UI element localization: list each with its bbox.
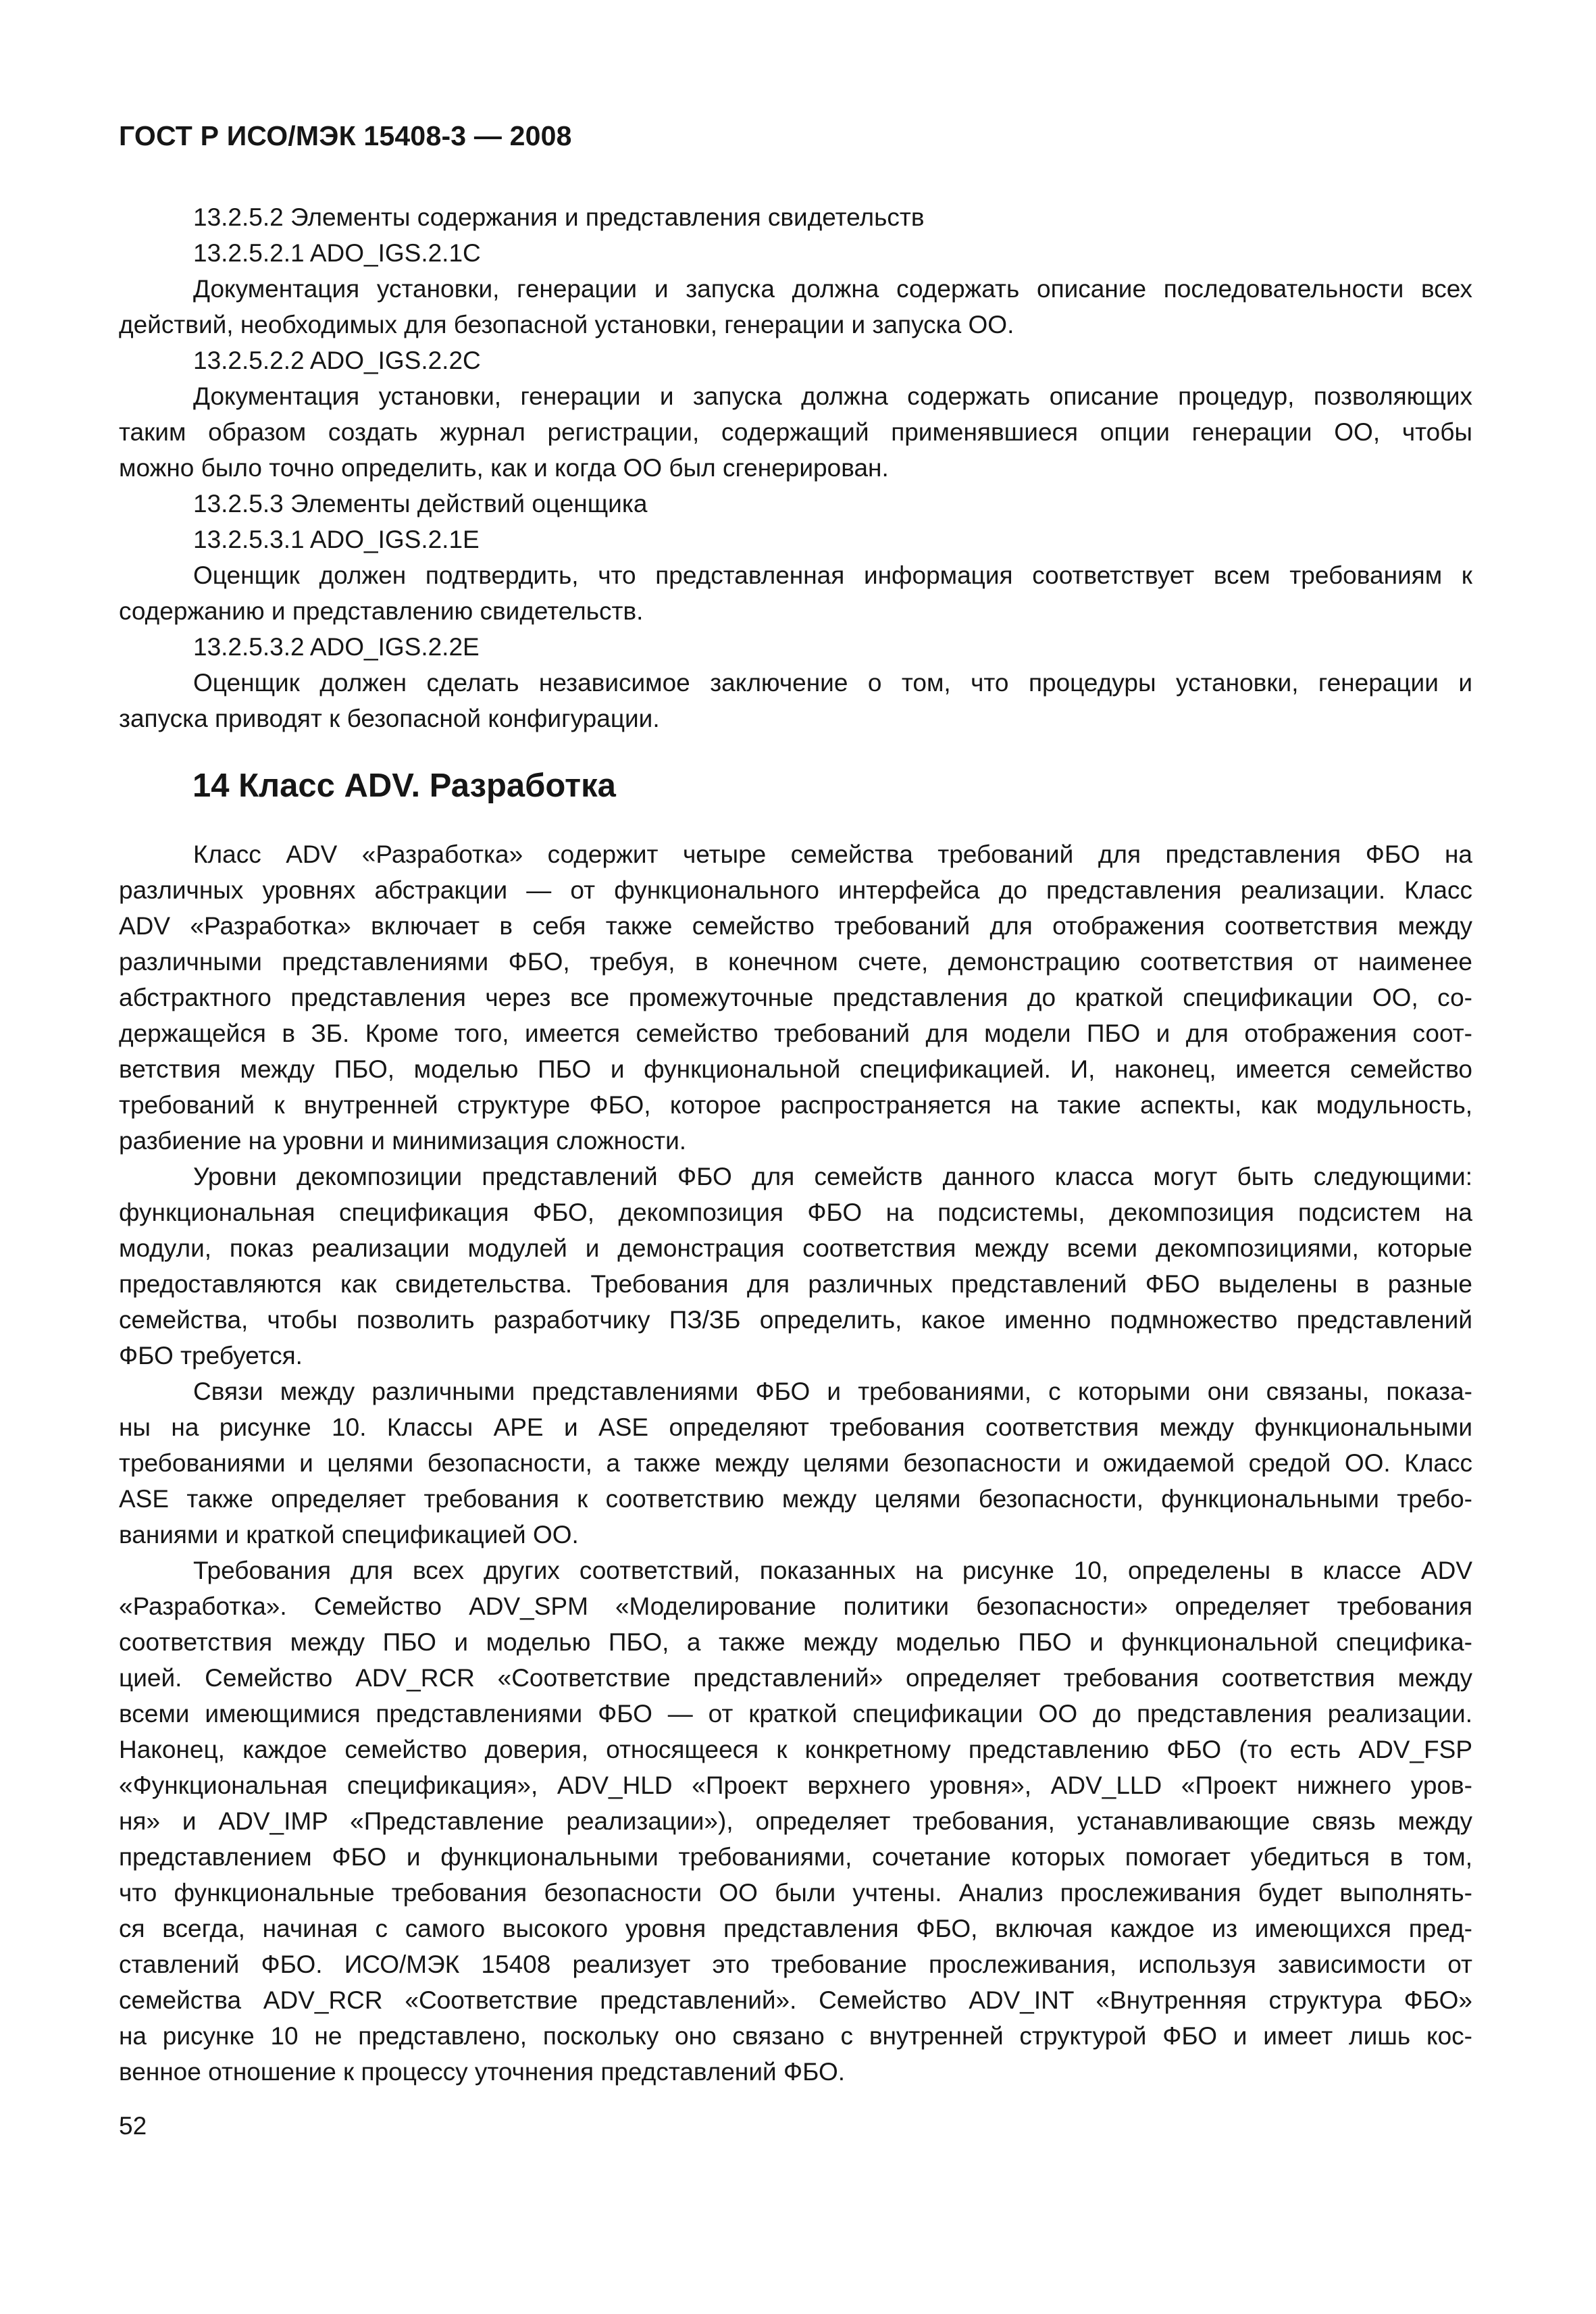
text-line: «Разработка». Семейство ADV_SPM «Моделирование политики безопасности» определяет требования: [119, 1592, 1472, 1620]
text-line: соответствия между ПБО и моделью ПБО, а также между моделью ПБО и функциональной специфика-: [119, 1628, 1472, 1656]
text-line: ветствия между ПБО, моделью ПБО и функциональной спецификацией. И, наконец, имеется семейство: [119, 1055, 1472, 1083]
text-line: ваниями и краткой спецификацией ОО.: [119, 1521, 579, 1549]
text-line: «Функциональная спецификация», ADV_HLD «Проект верхнего уровня», ADV_LLD «Проект нижнего уров-: [119, 1771, 1472, 1799]
text-line: требований к внутренней структуре ФБО, которое распространяется на такие аспекты, как модульность,: [119, 1091, 1472, 1119]
text-line: ФБО требуется.: [119, 1342, 303, 1369]
text-line: модули, показ реализации модулей и демонстрация соответствия между всеми декомпозициями, которые: [119, 1234, 1472, 1262]
text-line: 13.2.5.3.2 ADO_IGS.2.2E: [193, 633, 480, 661]
text-line: ставлений ФБО. ИСО/МЭК 15408 реализует это требование прослеживания, используя зависимости от: [119, 1951, 1472, 1978]
text-line: таким образом создать журнал регистрации, содержащий применявшиеся опции генерации ОО, чтобы: [119, 418, 1472, 446]
text-line: семейства ADV_RCR «Соответствие представлений». Семейство ADV_INT «Внутренняя структура ФБО»: [119, 1986, 1472, 2014]
text-line: абстрактного представления через все промежуточные представления до краткой спецификации ОО, со-: [119, 984, 1472, 1011]
text-line: различными представлениями ФБО, требуя, в конечном счете, демонстрацию соответствия от наименее: [119, 948, 1472, 976]
running-header: ГОСТ Р ИСО/МЭК 15408-3 — 2008: [119, 120, 572, 151]
text-line: Документация установки, генерации и запуска должна содержать описание процедур, позволяющих: [193, 382, 1472, 410]
text-line: Оценщик должен сделать независимое заключение о том, что процедуры установки, генерации и: [193, 669, 1472, 697]
text-line: требованиями и целями безопасности, а также между целями безопасности и ожидаемой средой ОО. Класс: [119, 1449, 1472, 1477]
text-line: действий, необходимых для безопасной установки, генерации и запуска ОО.: [119, 311, 1014, 338]
text-line: Требования для всех других соответствий, показанных на рисунке 10, определены в классе ADV: [193, 1557, 1472, 1584]
text-line: 13.2.5.2.1 ADO_IGS.2.1C: [193, 239, 481, 267]
text-line: венное отношение к процессу уточнения представлений ФБО.: [119, 2058, 846, 2086]
text-line: функциональная спецификация ФБО, декомпозиция ФБО на подсистемы, декомпозиция подсистем на: [119, 1199, 1472, 1226]
text-line: предоставляются как свидетельства. Требования для различных представлений ФБО выделены в разные: [119, 1270, 1472, 1298]
text-line: Связи между различными представлениями ФБО и требованиями, с которыми они связаны, показа-: [193, 1378, 1472, 1405]
text-line: Уровни декомпозиции представлений ФБО для семейств данного класса могут быть следующими:: [193, 1163, 1472, 1190]
text-line: различных уровнях абстракции — от функционального интерфейса до представления реализации. Класс: [119, 876, 1472, 904]
text-line: ны на рисунке 10. Классы APE и ASE определяют требования соответствия между функциональными: [119, 1413, 1472, 1441]
section-14-body: [119, 836, 1472, 2090]
text-line: 13.2.5.2 Элементы содержания и представления свидетельств: [193, 203, 925, 231]
text-line: ня» и ADV_IMP «Представление реализации»), определяет требования, устанавливающие связь между: [119, 1807, 1472, 1835]
text-line: 13.2.5.2.2 ADO_IGS.2.2C: [193, 347, 481, 374]
text-line: на рисунке 10 не представлено, поскольку оно связано с внутренней структурой ФБО и имеет лишь кос-: [119, 2022, 1472, 2050]
text-line: ADV «Разработка» включает в себя также семейство требований для отображения соответствия между: [119, 912, 1472, 940]
text-line: запуска приводят к безопасной конфигурации.: [119, 705, 660, 732]
text-line: Документация установки, генерации и запуска должна содержать описание последовательности всех: [193, 275, 1472, 303]
text-line: представлением ФБО и функциональными требованиями, сочетание которых помогает убедиться в том,: [119, 1843, 1472, 1871]
text-line: что функциональные требования безопасности ОО были учтены. Анализ прослеживания будет выполнять-: [119, 1879, 1472, 1907]
section-heading: 14 Класс ADV. Разработка: [192, 768, 616, 804]
text-line: разбиение на уровни и минимизация сложности.: [119, 1127, 687, 1155]
text-line: держащейся в ЗБ. Кроме того, имеется семейство требований для модели ПБО и для отображения соот-: [119, 1020, 1472, 1047]
text-line: можно было точно определить, как и когда ОО был сгенерирован.: [119, 454, 889, 482]
text-line: Оценщик должен подтвердить, что представленная информация соответствует всем требованиям к: [193, 561, 1472, 589]
text-line: содержанию и представлению свидетельств.: [119, 597, 644, 625]
subclause-13-2-5-block: [119, 199, 1472, 736]
text-line: Наконец, каждое семейство доверия, относящееся к конкретному представлению ФБО (то есть ADV_FSP: [119, 1736, 1472, 1763]
text-line: всеми имеющимися представлениями ФБО — от краткой спецификации ОО до представления реализации.: [119, 1700, 1472, 1728]
text-line: ASE также определяет требования к соответствию между целями безопасности, функциональными требо-: [119, 1485, 1472, 1513]
text-line: 13.2.5.3.1 ADO_IGS.2.1E: [193, 526, 480, 553]
text-line: Класс ADV «Разработка» содержит четыре семейства требований для представления ФБО на: [193, 840, 1472, 868]
text-line: ся всегда, начиная с самого высокого уровня представления ФБО, включая каждое из имеющихся пред-: [119, 1915, 1472, 1942]
text-line: 13.2.5.3 Элементы действий оценщика: [193, 490, 648, 518]
text-line: семейства, чтобы позволить разработчику ПЗ/ЗБ определить, какое именно подмножество представлений: [119, 1306, 1472, 1334]
page-number: 52: [119, 2112, 147, 2140]
text-line: цией. Семейство ADV_RCR «Соответствие представлений» определяет требования соответствия между: [119, 1664, 1472, 1692]
